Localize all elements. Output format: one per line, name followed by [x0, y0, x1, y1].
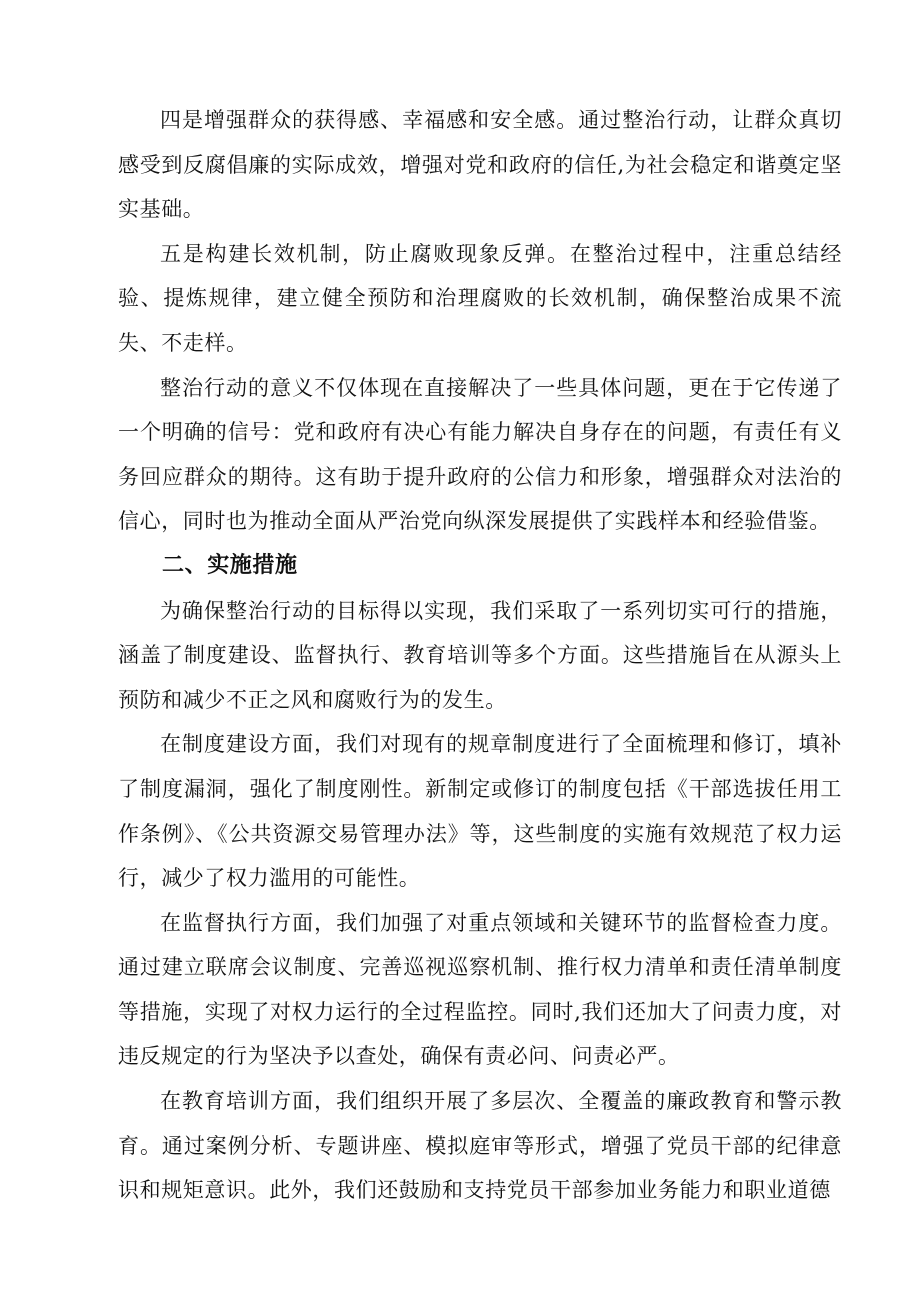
- paragraph-supervision: 在监督执行方面，我们加强了对重点领域和关键环节的监督检查力度。通过建立联席会议制度、完善巡视巡察机制、推行权力清单和责任清单制度等措施，实现了对权力运行的全过程监控。同时,我们还加大了问责力度，对违反规定的行为坚决予以查处，确保有责必问、问责必严。: [118, 910, 842, 1069]
- paragraph-point-five: 五是构建长效机制，防止腐败现象反弹。在整治过程中，注重总结经验、提炼规律，建立健全预防和治理腐败的长效机制，确保整治成果不流失、不走样。: [118, 241, 842, 355]
- paragraph-institution-building: 在制度建设方面，我们对现有的规章制度进行了全面梳理和修订，填补了制度漏洞，强化了制度刚性。新制定或修订的制度包括《干部选拔任用工作条例》、《公共资源交易管理办法》等，这些制度的实施有效规范了权力运行，减少了权力滥用的可能性。: [118, 732, 842, 891]
- paragraph-education-training: 在教育培训方面，我们组织开展了多层次、全覆盖的廉政教育和警示教育。通过案例分析、专题讲座、模拟庭审等形式，增强了党员干部的纪律意识和规矩意识。此外，我们还鼓励和支持党员干部参加业务能力和职业道德: [118, 1089, 842, 1203]
- paragraph-significance: 整治行动的意义不仅体现在直接解决了一些具体问题，更在于它传递了一个明确的信号：党和政府有决心有能力解决自身存在的问题，有责任有义务回应群众的期待。这有助于提升政府的公信力和形象，增强群众对法治的信心，同时也为推动全面从严治党向纵深发展提供了实践样本和经验借鉴。: [118, 375, 842, 534]
- document-page: [118, 98, 842, 1213]
- section-heading: 二、实施措施: [162, 552, 298, 578]
- paragraph-measures-intro: 为确保整治行动的目标得以实现，我们采取了一系列切实可行的措施，涵盖了制度建设、监督执行、教育培训等多个方面。这些措施旨在从源头上预防和减少不正之风和腐败行为的发生。: [118, 598, 842, 712]
- paragraph-point-four: 四是增强群众的获得感、幸福感和安全感。通过整治行动，让群众真切感受到反腐倡廉的实际成效，增强对党和政府的信任,为社会稳定和谐奠定坚实基础。: [118, 108, 842, 222]
